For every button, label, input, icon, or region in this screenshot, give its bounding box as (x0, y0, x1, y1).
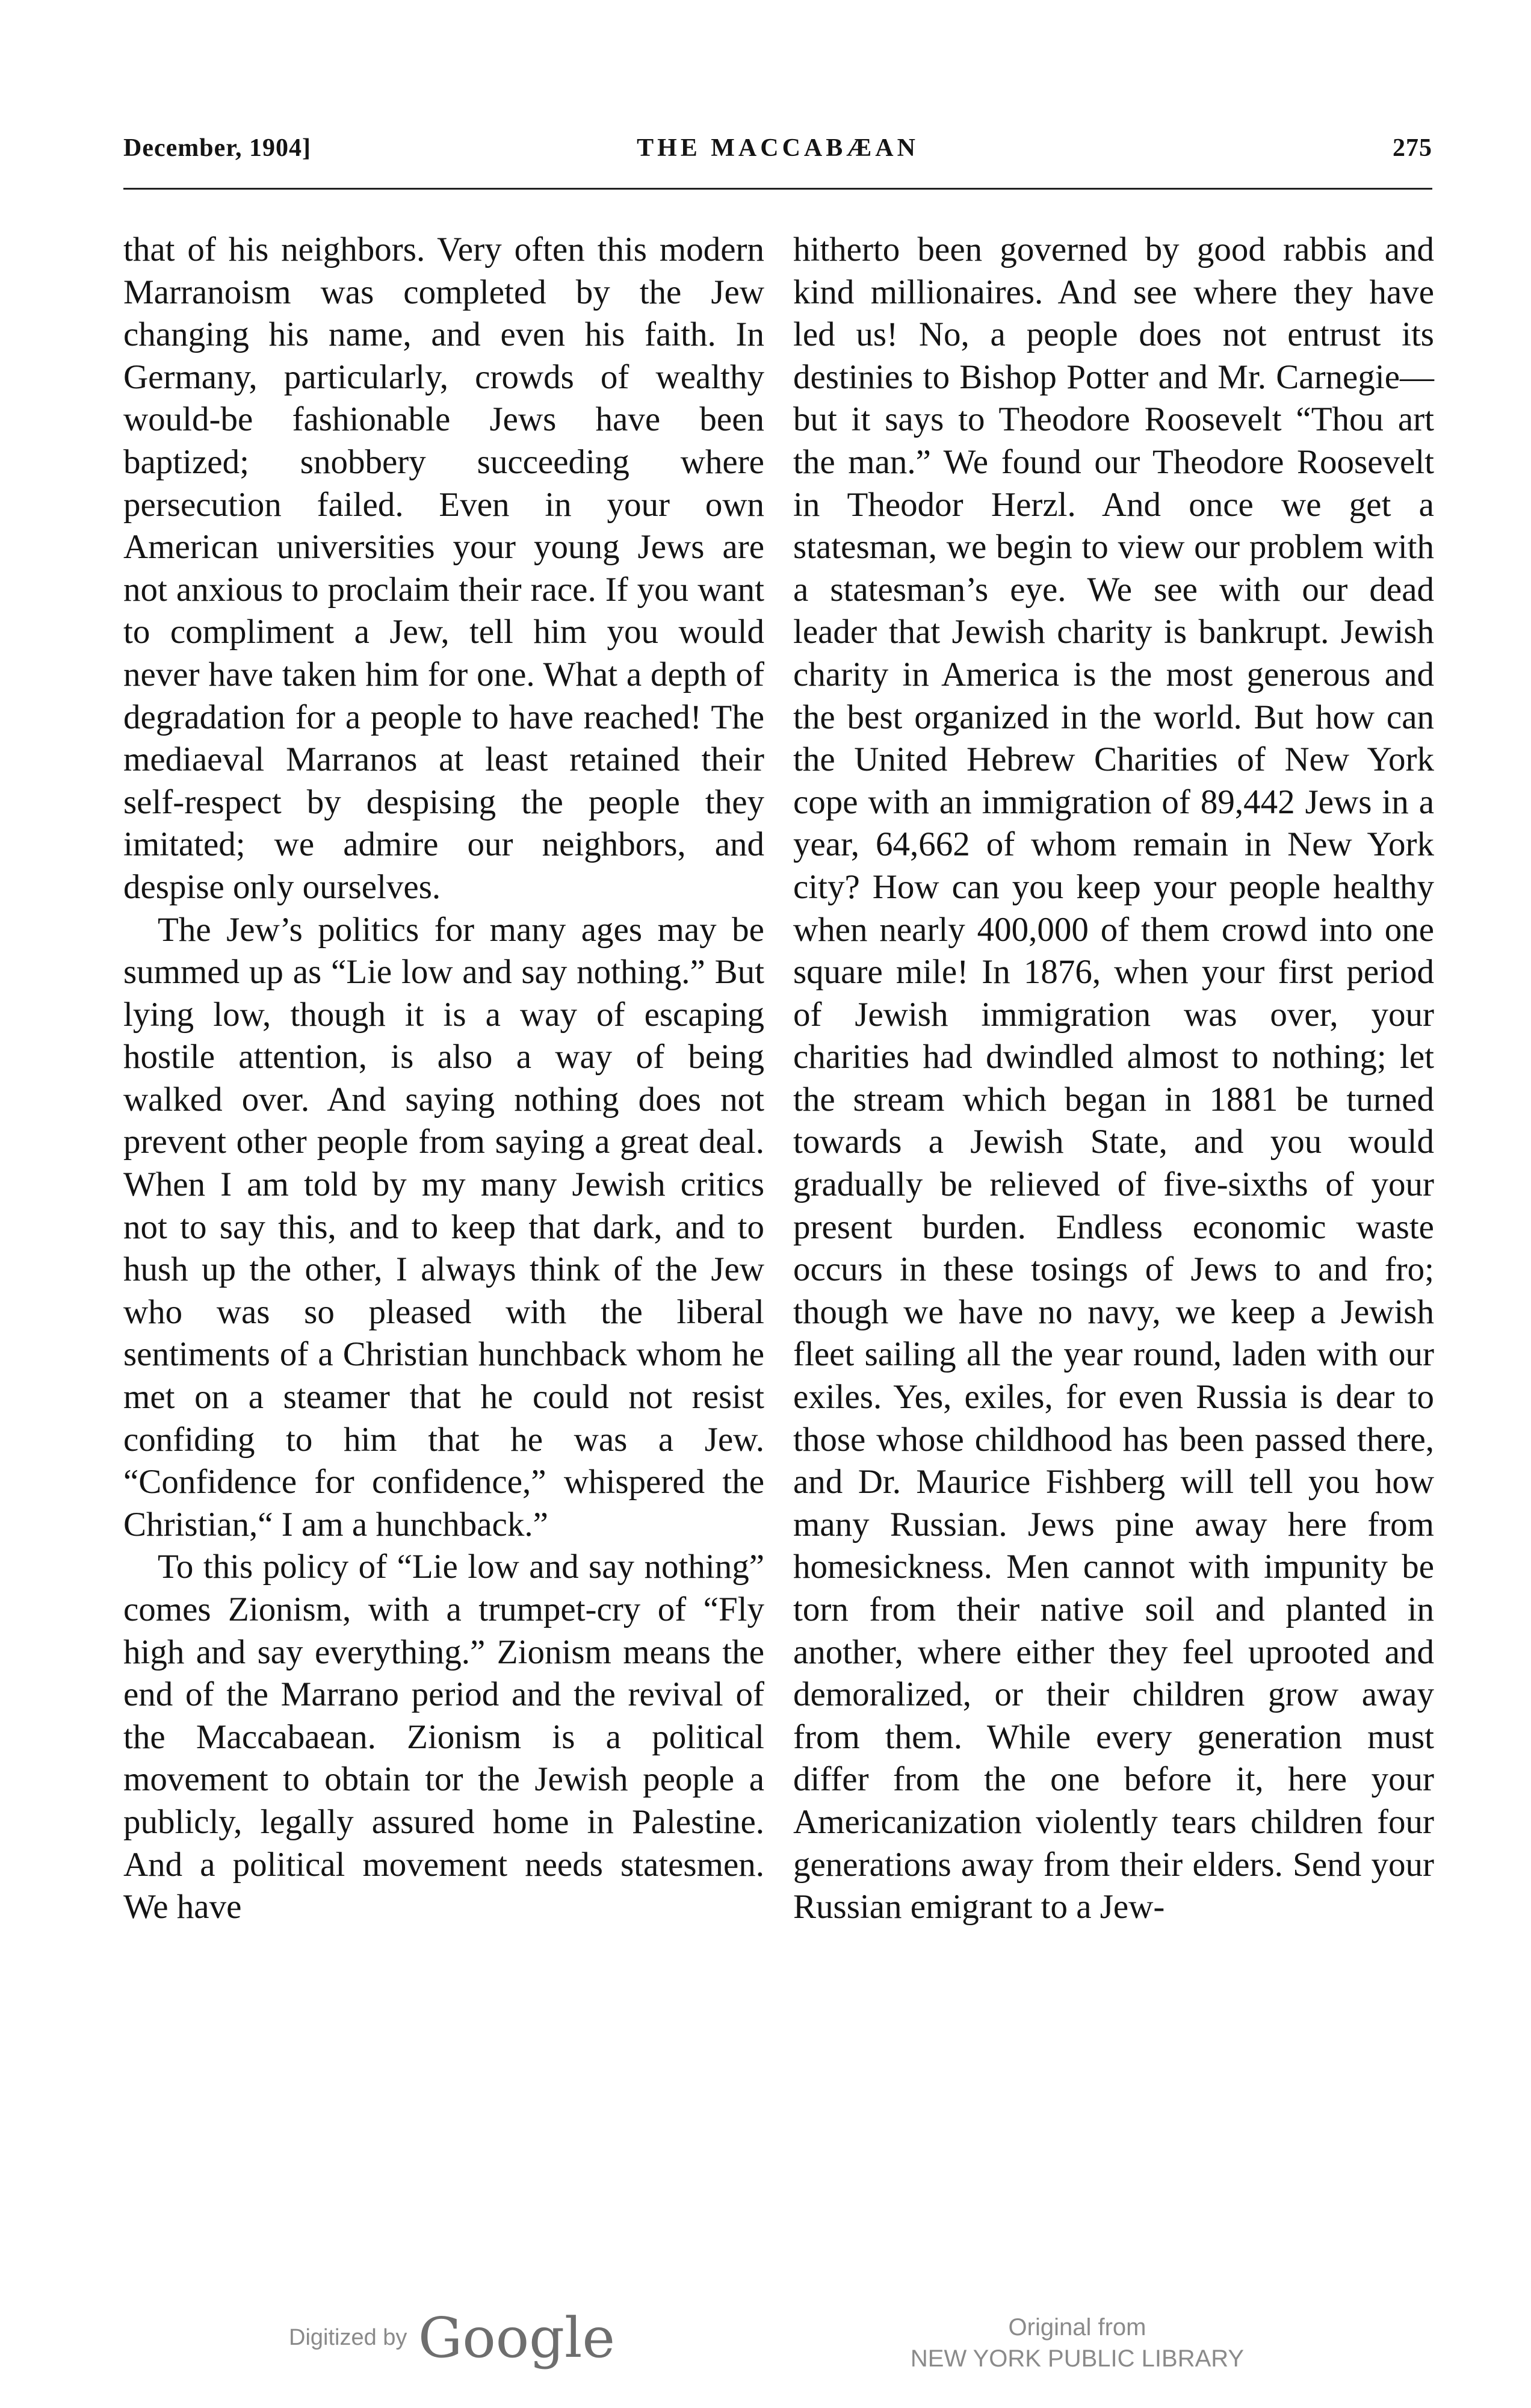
digitized-by-label: Digitized by (289, 2325, 407, 2350)
header-rule (123, 188, 1432, 190)
journal-title: THE MACCABÆAN (637, 134, 919, 162)
paragraph: hitherto been governed by good rabbis and kind millionaires. And see where they have led us! No, a people does not entrust its destinies to Bishop Potter and Mr. Carnegie—but it says to Theodore Roosevelt “Thou art the man.” We found our Theodore Roosevelt in Theodor Herzl. And once we get a statesman, we begin to view our problem with a statesman’s eye. We see with our dead leader that Jewish charity is bankrupt. Jewish charity in America is the most generous and the best organized in the world. But how can the United Hebrew Charities of New York cope with an immigration of 89,442 Jews in a year, 64,662 of whom remain in New York city? How can you keep your people healthy when nearly 400,000 of them crowd into one square mile! In 1876, when your first period of Jewish immigration was over, your charities had dwindled almost to nothing; let the stream which began in 1881 be turned towards a Jewish State, and you would gradually be relieved of five-sixths of your present burden. Endless economic waste occurs in these tosings of Jews to and fro; though we have no navy, we keep a Jewish fleet sailing all the year round, laden with our exiles. Yes, exiles, for even Russia is dear to those whose childhood has been passed there, and Dr. Maurice Fishberg will tell you how many Russian. Jews pine away here from homesickness. Men cannot with impunity be torn from their native soil and planted in another, where either they feel uprooted and demoralized, or their children grow away from them. While every generation must differ from the one before it, here your Americanization violently tears children four generations away from their elders. Send your Russian emigrant to a Jew- (793, 231, 1434, 1926)
digitized-by-watermark (289, 2306, 615, 2372)
right-column (793, 229, 1434, 1929)
paragraph: that of his neighbors. Very often this modern Marranoism was completed by the Jew changing his name, and even his faith. In Germany, particularly, crowds of wealthy would-be fashionable Jews have been baptized; snobbery succeeding where persecution failed. Even in your own American universities your young Jews are not anxious to proclaim their race. If you want to compliment a Jew, tell him you would never have taken him for one. What a depth of degradation for a people to have reached! The mediaeval Marranos at least retained their self-respect by despising the people they imitated; we admire our neighbors, and despise only ourselves. (123, 231, 764, 906)
page-number: 275 (1393, 134, 1432, 162)
running-header (123, 134, 1432, 176)
issue-date: December, 1904] (123, 134, 312, 162)
left-column (123, 229, 764, 1929)
google-logo: Google (418, 2306, 615, 2370)
source-library-watermark (891, 2312, 1264, 2374)
original-from-label: Original from (1008, 2314, 1146, 2341)
paragraph: The Jew’s politics for many ages may be summed up as “Lie low and say nothing.” But lying low, though it is a way of escaping hostile attention, is also a way of being walked over. And saying nothing does not prevent other people from saying a great deal. When I am told by my many Jewish critics not to say this, and to keep that dark, and to hush up the other, I always think of the Jew who was so pleased with the liberal sentiments of a Christian hunchback whom he met on a steamer that he could not resist confiding to him that he was a Jew. “Confidence for confidence,” whispered the Christian,“ I am a hunchback.” (123, 910, 764, 1544)
library-name: NEW YORK PUBLIC LIBRARY (910, 2345, 1245, 2372)
paragraph: To this policy of “Lie low and say nothing” comes Zionism, with a trumpet-cry of “Fly high and say everything.” Zionism means the end of the Marrano period and the revival of the Maccabaean. Zionism is a political movement to obtain tor the Jewish people a publicly, legally assured home in Palestine. And a political movement needs statesmen. We have (123, 1548, 764, 1926)
